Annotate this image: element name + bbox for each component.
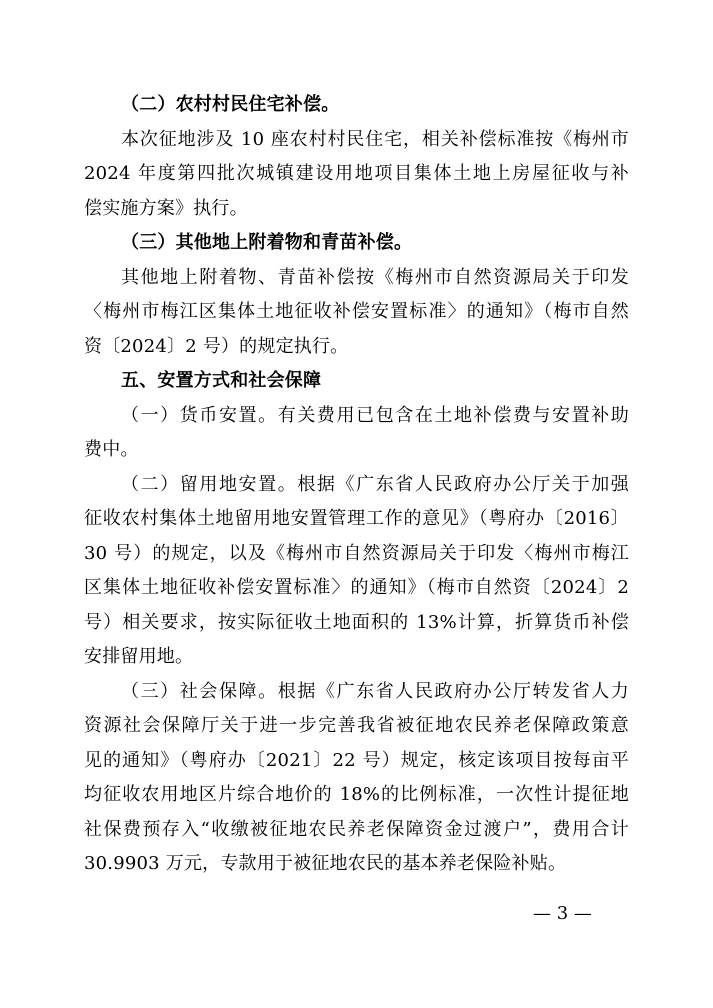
paragraph-line: 2024 年度第四批次城镇建设用地项目集体土地上房屋征收与补 xyxy=(84,163,629,184)
paragraph-line: 其他地上附着物、青苗补偿按《梅州市自然资源局关于印发 xyxy=(121,266,629,288)
document-body xyxy=(84,88,629,882)
paragraph-line: 号）相关要求，按实际征收土地面积的 13%计算，折算货币补偿 xyxy=(84,611,629,633)
heading-rural-housing: （二）农村村民住宅补偿。 xyxy=(121,94,340,115)
paragraph-line: 30.9903 万元，专款用于被征地农民的基本养老保险补贴。 xyxy=(84,853,567,874)
paragraph-line: 偿实施方案》执行。 xyxy=(84,197,248,219)
paragraph-line: 社保费预存入“收缴被征地农民养老保障资金过渡户”，费用合计 xyxy=(84,818,629,840)
paragraph-line: 30 号）的规定，以及《梅州市自然资源局关于印发〈梅州市梅江 xyxy=(84,542,629,564)
page-number: — 3 — xyxy=(533,903,592,924)
heading-attachments-crops: （三）其他地上附着物和青苗补偿。 xyxy=(121,232,413,253)
paragraph-line: 均征收农用地区片综合地价的 18%的比例标准，一次性计提征地 xyxy=(84,784,629,805)
paragraph-line: 费中。 xyxy=(84,439,139,460)
paragraph-line: 资〔2024〕2 号）的规定执行。 xyxy=(84,335,349,357)
paragraph-line: 〈梅州市梅江区集体土地征收补偿安置标准〉的通知》（梅市自然 xyxy=(84,301,629,322)
paragraph-line: （二）留用地安置。根据《广东省人民政府办公厅关于加强 xyxy=(121,473,629,495)
paragraph-line: 见的通知》（粤府办〔2021〕22 号）规定，核定该项目按每亩平 xyxy=(84,749,629,771)
paragraph-line: （一）货币安置。有关费用已包含在土地补偿费与安置补助 xyxy=(121,404,629,426)
paragraph-line: 本次征地涉及 10 座农村村民住宅，相关补偿标准按《梅州市 xyxy=(121,128,629,150)
paragraph-line: （三）社会保障。根据《广东省人民政府办公厅转发省人力 xyxy=(121,680,629,702)
paragraph-line: 区集体土地征收补偿安置标准〉的通知》（梅市自然资〔2024〕2 xyxy=(84,577,629,598)
section-heading-resettlement: 五、安置方式和社会保障 xyxy=(121,370,322,391)
paragraph-line: 征收农村集体土地留用地安置管理工作的意见》（粤府办〔2016〕 xyxy=(84,508,629,529)
paragraph-line: 安排留用地。 xyxy=(84,646,194,667)
paragraph-line: 资源社会保障厅关于进一步完善我省被征地农民养老保障政策意 xyxy=(84,715,629,736)
